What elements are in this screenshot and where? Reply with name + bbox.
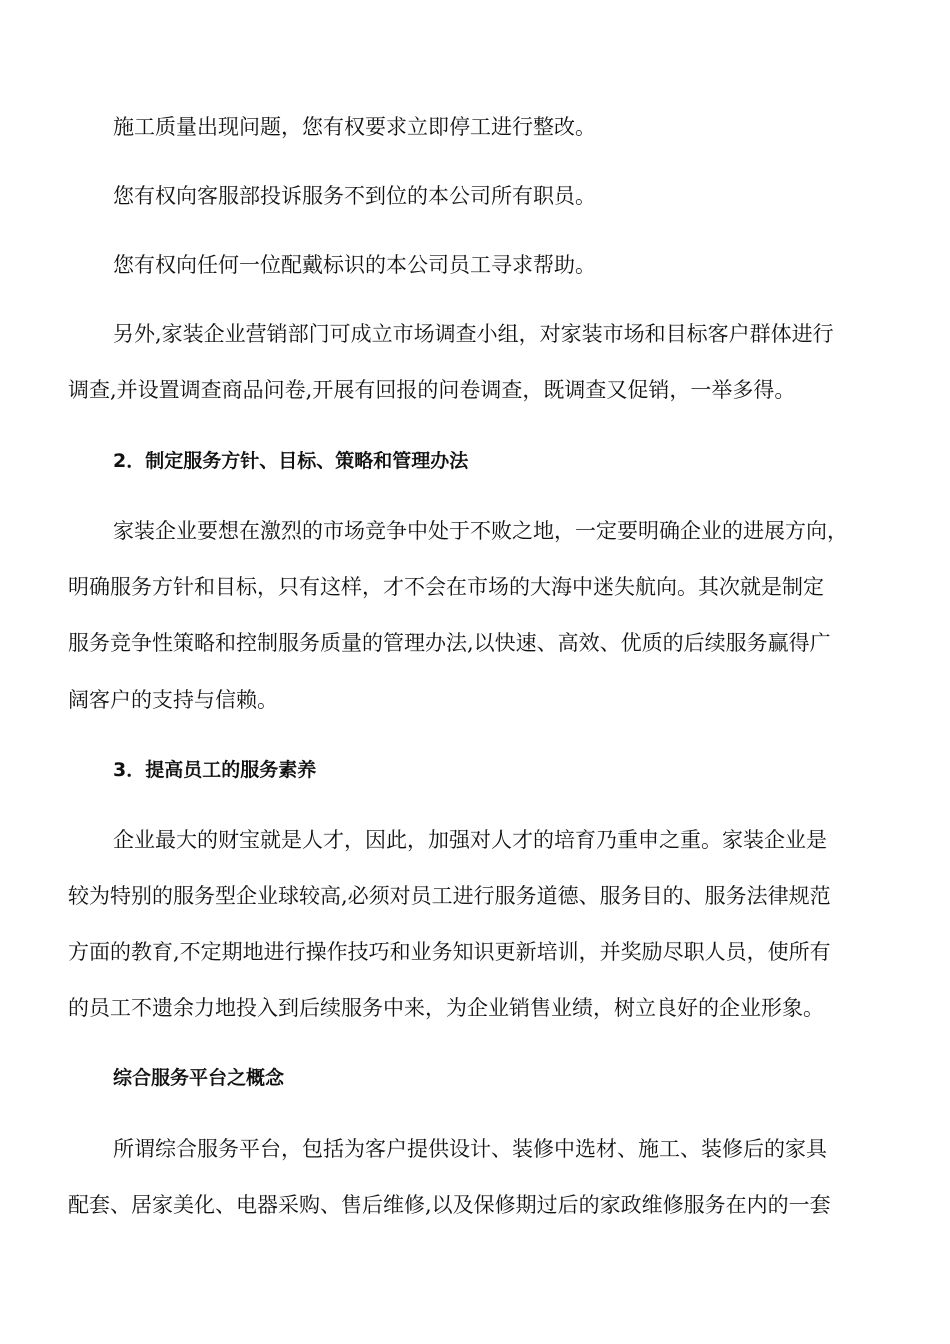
paragraph-line: 调查,并设置调查商品问卷,开展有回报的问卷调查，既调查又促销，一举多得。	[68, 378, 796, 402]
paragraph-line: 所谓综合服务平台，包括为客户提供设计、装修中选材、施工、装修后的家具	[113, 1137, 827, 1161]
paragraph-line: 另外,家装企业营销部门可成立市场调查小组，对家装市场和目标客户群体进行	[113, 322, 834, 346]
section-heading: 3．提高员工的服务素养	[113, 759, 317, 781]
paragraph-line: 家装企业要想在激烈的市场竞争中处于不败之地，一定要明确企业的进展方向，	[113, 519, 848, 543]
paragraph-line: 配套、居家美化、电器采购、售后维修,以及保修期过后的家政维修服务在内的一套	[68, 1193, 831, 1217]
paragraph-line: 您有权向任何一位配戴标识的本公司员工寻求帮助。	[113, 253, 596, 277]
paragraph-line: 企业最大的财宝就是人才，因此，加强对人才的培育乃重申之重。家装企业是	[113, 828, 827, 852]
section-heading: 综合服务平台之概念	[113, 1067, 285, 1089]
paragraph-line: 您有权向客服部投诉服务不到位的本公司所有职员。	[113, 184, 596, 208]
paragraph-line: 明确服务方针和目标，只有这样，才不会在市场的大海中迷失航向。其次就是制定	[68, 575, 824, 599]
paragraph-line: 较为特别的服务型企业球较高,必须对员工进行服务道德、服务目的、服务法律规范	[68, 884, 831, 908]
paragraph-line: 方面的教育,不定期地进行操作技巧和业务知识更新培训，并奖励尽职人员，使所有	[68, 940, 831, 964]
paragraph-line: 的员工不遗余力地投入到后续服务中来，为企业销售业绩，树立良好的企业形象。	[68, 996, 824, 1020]
section-heading: 2．制定服务方针、目标、策略和管理办法	[113, 450, 469, 472]
paragraph-line: 施工质量出现问题，您有权要求立即停工进行整改。	[113, 115, 596, 139]
paragraph-line: 服务竞争性策略和控制服务质量的管理办法,以快速、高效、优质的后续服务赢得广	[68, 631, 831, 655]
paragraph-line: 阔客户的支持与信赖。	[68, 688, 278, 712]
